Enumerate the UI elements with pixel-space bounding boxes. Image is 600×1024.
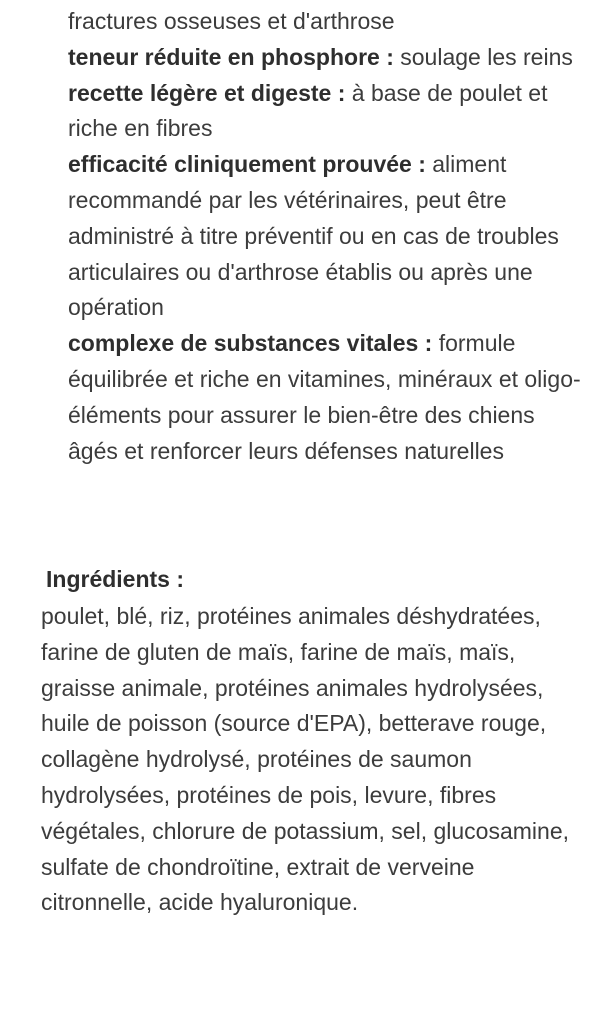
feature-title: recette légère et digeste : (68, 79, 346, 106)
feature-item (68, 40, 588, 76)
feature-item (68, 147, 588, 326)
feature-text: aliment recommandé par les vétérinaires, peut être administré à titre préventif ou en cas de troubles articulaires ou d'arthrose établis ou après une opération (68, 151, 559, 321)
feature-text: fractures osseuses et d'arthrose (68, 8, 395, 34)
feature-item (68, 4, 588, 40)
feature-text: soulage les reins (393, 43, 573, 70)
feature-item (68, 76, 588, 148)
feature-title: complexe de substances vitales : (68, 330, 433, 357)
feature-title: teneur réduite en phosphore : (68, 43, 394, 70)
feature-title: efficacité cliniquement prouvée : (68, 151, 426, 178)
ingredients-text: poulet, blé, riz, protéines animales déshydratées, farine de gluten de maïs, farine de maïs, maïs, graisse animale, protéines animales hydrolysées, huile de poisson (source d'EPA), betterave rouge, collagène hydrolysé, protéines de saumon hydrolysées, protéines de pois, levure, fibres végétales, chlorure de potassium, sel, glucosamine, sulfate de chondroïtine, extrait de verveine citronnelle, acide hyaluronique. (41, 603, 570, 916)
feature-item (68, 326, 588, 469)
feature-text: formule équilibrée et riche en vitamines, minéraux et oligo-éléments pour assurer le bien-être des chiens âgés et renforcer leurs défenses naturelles (68, 330, 581, 464)
feature-text: à base de poulet et riche en fibres (68, 79, 548, 142)
feature-list (68, 4, 588, 469)
ingredients-heading: Ingrédients : (46, 566, 185, 592)
